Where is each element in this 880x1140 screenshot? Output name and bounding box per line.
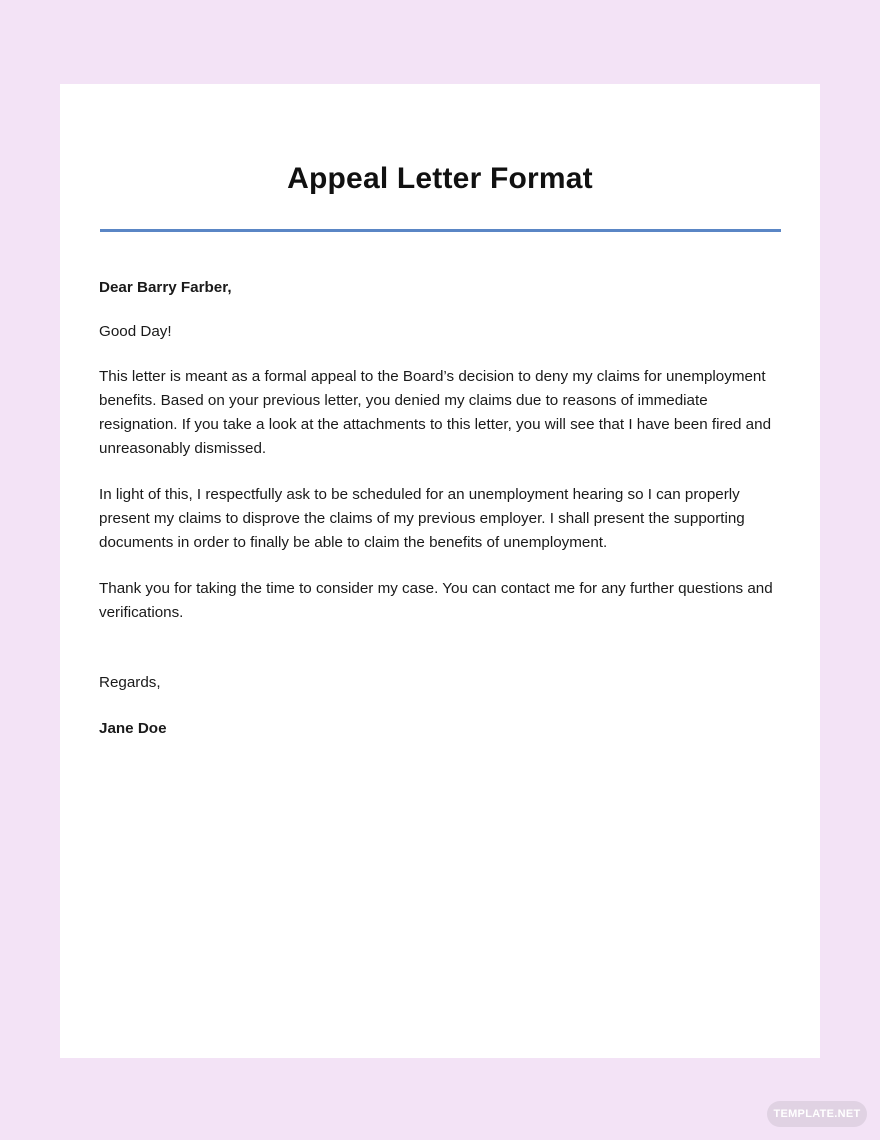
letter-page — [60, 84, 820, 1058]
signature: Jane Doe — [99, 720, 167, 737]
paragraph-request: In light of this, I respectfully ask to be scheduled for an unemployment hearing so I can properly present my claims to disprove the claims of my previous employer. I shall present the supporting documents in order to finally be able to claim the benefits of unemployment. — [99, 486, 745, 551]
watermark-badge: TEMPLATE.NET — [767, 1101, 867, 1127]
salutation: Dear Barry Farber, — [99, 279, 232, 296]
closing: Regards, — [99, 674, 161, 691]
letter-body — [99, 276, 789, 741]
document-title: Appeal Letter Format — [287, 162, 593, 195]
greeting: Good Day! — [99, 323, 172, 340]
paragraph-thanks: Thank you for taking the time to consider my case. You can contact me for any further questions and verifications. — [99, 580, 773, 621]
paragraph-appeal: This letter is meant as a formal appeal to the Board’s decision to deny my claims for unemployment benefits. Based on your previous letter, you denied my claims due to reasons of immediate resignation. If you take a look at the attachments to this letter, you will see that I have been fired and unreasonably dismissed. — [99, 368, 772, 457]
title-divider — [100, 229, 781, 232]
